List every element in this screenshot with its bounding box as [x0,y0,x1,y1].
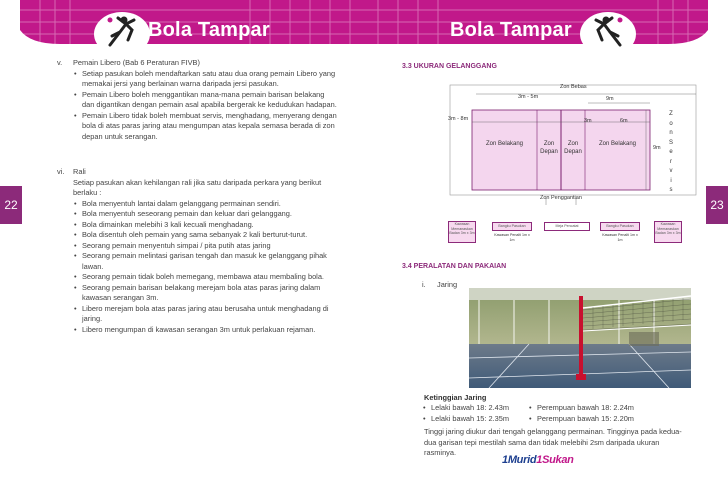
team-bench-left: Bangku Pasukan [492,222,532,231]
logo-text-murid: 1Murid [502,454,537,466]
dimension-3-5m: 3m - 5m [518,94,539,100]
dimension-6m: 6m [620,118,628,124]
section-vi-heading: Rali [73,167,86,176]
list-item: • Perempuan bawah 15: 2.20m [528,414,668,425]
section-vi-list [73,199,338,336]
net-height-heading: Ketinggian Jaring [424,393,487,402]
list-item: • Seorang pemain melintasi garisan tengah dan masuk ke gelanggang pihak lawan. [73,251,338,272]
list-item: • Bola disentuh oleh pemain yang sama sebanyak 2 kali berturut-turut. [73,230,338,241]
logo-text-sukan: 1Sukan [536,454,574,466]
left-header-banner [0,0,364,52]
zone-depan-left: Zon Depan [540,141,558,155]
warmup-area-right: Kawasan Memanaskan Badan 3m x 3m [654,221,682,243]
zone-belakang-right: Zon Belakang [598,141,637,147]
list-item: • Bola menyentuh lantai dalam gelanggang permainan sendiri. [73,199,338,210]
zone-belakang-left: Zon Belakang [485,141,524,147]
right-header-title: Bola Tampar [450,19,572,41]
list-item: • Perempuan bawah 18: 2.24m [528,403,668,414]
volleyball-net-photo [469,288,691,388]
list-item: • Setiap pasukan boleh mendaftarkan satu atau dua orang pemain Libero yang memakai jersi yang berlainan warna daripada jersi pasukan. [73,69,338,90]
section-v-list [73,69,338,143]
section-v-heading: Pemain Libero (Bab 6 Peraturan FIVB) [73,58,200,67]
dimension-3m: 3m [584,118,592,124]
section-v-numeral: v. [57,58,63,67]
dimension-3-8m: 3m - 8m [448,116,469,122]
list-item: • Seorang pemain tidak boleh memegang, membawa atau membaling bola. [73,272,338,283]
list-item: • Bola dimainkan melebihi 3 kali kecuali menghadang. [73,220,338,231]
item-i-numeral: i. [422,280,426,289]
penalty-area-left: Kawasan Penalti 1m x 1m [494,233,530,242]
gym-net-image [469,288,691,388]
left-page-number: 22 [0,186,22,224]
list-item: • Seorang pemain barisan belakang merejam bola atas paras jaring dalam kawasan serangan 3m. [73,283,338,304]
list-item: • Pemain Libero tidak boleh membuat servis, menghadang, menyerang dengan bola di atas paras jaring atau mengumpan atas kepala semasa berada di zon depan untuk serangan. [73,111,338,143]
zon-bebas-label: Zon Bebas [560,84,587,90]
zon-penggantian-label: Zon Penggantian [540,195,582,201]
team-bench-right: Bangku Pasukan [600,222,640,231]
right-header-banner [364,0,728,52]
warmup-area-left: Kawasan Memanaskan Badan 3m x 3m [448,221,476,243]
logo-1murid-1sukan [502,454,574,466]
dimension-9m-side: 9m [653,145,661,151]
court-diagram [448,80,700,250]
net-height-women-list [528,403,668,424]
list-item: • Libero merejam bola atas paras jaring atau berusaha untuk menghadang di jaring. [73,304,338,325]
list-item: • Lelaki bawah 15: 2.35m [422,414,542,425]
list-item: • Bola menyentuh seseorang pemain dan keluar dari gelanggang. [73,209,338,220]
section-vi-intro: Setiap pasukan akan kehilangan rali jika satu daripada perkara yang berikut berlaku : [73,177,322,197]
section-vi-numeral: vi. [57,167,65,176]
zone-depan-right: Zon Depan [564,141,582,155]
list-item: • Pemain Libero boleh menggantikan mana-mana pemain barisan belakang dan digantikan dengan pemain asal apabila bergerak ke kedudukan hadapan. [73,90,338,111]
zon-servis-side-label: Zon Servis [668,111,675,193]
net-height-men-list [422,403,542,424]
item-i-label: Jaring [437,280,458,289]
section-v-block [73,58,338,142]
list-item: • Lelaki bawah 18: 2.43m [422,403,542,414]
penalty-area-right: Kawasan Penalti 1m x 1m [602,233,638,242]
section-vi-block [73,167,338,335]
list-item: • Libero mengumpan di kawasan serangan 3m untuk perlakuan rejaman. [73,325,338,336]
right-page [364,0,728,486]
left-header-title: Bola Tampar [148,19,270,41]
net-height-note: Tinggi jaring diukur dari tengah gelanggang permainan. Tingginya pada kedua-dua garisan tepi mestilah sama dan tidak melebihi 2sm daripada ukuran rasminya. [424,427,682,457]
list-item: • Seorang pemain menyentuh simpai / pita putih atas jaring [73,241,338,252]
section-3-4-heading: 3.4 PERALATAN DAN PAKAIAN [402,263,507,270]
scorer-table: Meja Pencatat [544,222,590,231]
dimension-9m-top: 9m [606,96,614,102]
section-3-3-heading: 3.3 UKURAN GELANGGANG [402,63,497,70]
right-page-number: 23 [706,186,728,224]
